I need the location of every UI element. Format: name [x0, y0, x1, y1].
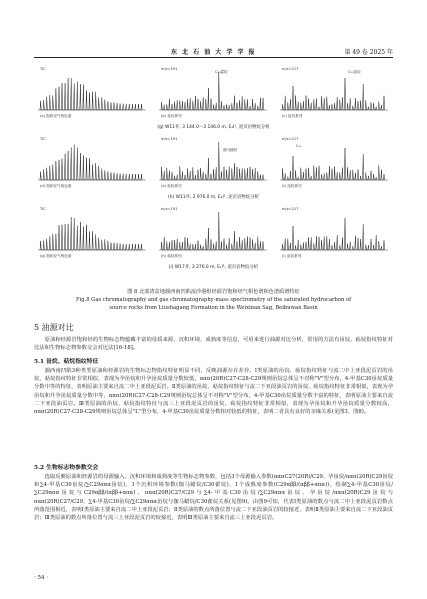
m191-label: m/z=191	[161, 207, 178, 211]
tic-label: TIC	[40, 137, 46, 141]
subsection-5-2-text: 选取反映原油和烃源岩的母源输入、沉积环境和成熟度等生物标志物参数，包括3个母源输入参数(αααC27(20R)/C29、孕甾烷/ααα(20R)C29甾烷和∑4-甲基C30甾烷/∑C29ααα甾烷)、1个沉积环境参数(伽马蜡烷/C30藿烷)、1个成熟度参数(C29αββ/(αββ+ααα))，绘制∑4-甲基C30甾烷/∑C29ααα甾烷与C29αββ/(αββ+ααα)、ααα(20R)C27/C29与∑4-甲基C30甾烷/∑C29ααα甾烷、孕甾烷/ααα(20R)C29甾烷与ααα(20R)C27/C29、∑4-甲基C30甾烷/∑C29ααα甾烷与伽马蜡烷/C30藿烷关系(见图9)。由图9可知，代表Ⅰ类原油的数点与流二中上亚段泥页岩数点所落范围相近，表明Ⅰ类原油主要来自流二中上亚段泥页岩；Ⅱ类原油的数点所落位置与流二下亚段油页岩的较接近，表明Ⅱ类原油主要来自流二下亚段油页岩；Ⅲ类原油的数点所落位置与流三上亚段泥页岩的较接近，表明Ⅲ类原油主要来自流三上亚段泥页岩。	[34, 474, 393, 522]
peak-gam-label: 伽马蜡烷	[223, 148, 238, 152]
m217-label: m/z=217	[282, 137, 299, 141]
volume-year: 第 49 卷 2025 年	[344, 49, 393, 56]
section-5-intro: 原油和烃源岩饱和烃的生物标志物蕴藏丰富的母质来源、沉积环境、成熟度等信息，可用来进行油源对比分析，常用的方法有甾烷、萜烷指纹特征对比法和生物标志物参数交会对比法[16-18]。	[34, 337, 393, 352]
row1-caption: (g) W11井, 3 144.0～3 146.0 m, E₁l¹, 泥页岩物烷分析	[157, 125, 270, 130]
subsection-5-2-title: 5.2 生物标志物参数交会	[34, 465, 99, 471]
panel-f	[276, 134, 392, 194]
panel-f-label: (f) 甾烷系列	[282, 184, 302, 188]
peak-c29-label: C₂₉甾烷	[348, 70, 361, 74]
journal-title: 东 北 石 油 大 学 学 报	[170, 49, 257, 56]
subsection-5-1-text: 涠西南凹陷3种类型原油和烃源岩的生物标志物指纹特征明显不同，反映油源存在差异。Ⅰ类原油的甾烷、萜烷指纹特征与流二中上亚段泥页岩的甾烷、萜烷指纹特征非常相似，表现为孕甾烷和升孕甾烷质量分数较低，ααα(20R)C27-C28-C29规则甾烷总体呈不对称"V"型分布，4-甲基C30甾烷质量分数中等的特征，表明原油主要来自流二中上亚段泥页岩。Ⅱ类原油的甾烷、萜烷指纹特征与流二下亚段油页岩的甾烷、萜烷指纹特征非常相似，表现为孕甾烷和升孕甾烷质量分数中等，ααα(20R)C27-C28-C29规则甾烷总体呈不对称"V"型分布，4-甲基C30甾烷质量分数丰富的特征，表明原油主要来自流二下亚段油页岩。Ⅲ类原油的甾烷、萜烷指纹特征与流三上亚段泥页岩的甾烷、萜烷指纹特征非常相似，表现为孕甾烷和升孕甾烷质量分数较高，ααα(20R)C27-C28-C29规则甾烷总体呈"L"型分布，4-甲基C30甾烷质量分数相对较低的特征，表明二者具有良好的亲缘关系(见图3、图8)。	[34, 368, 393, 416]
panel-g-label: (g) 饱和烃气相色谱	[40, 254, 72, 258]
row2-caption: (h) W11井, 2 976.0 m, E₁l¹, 泥页岩物烷分析	[168, 195, 259, 200]
page-number: · 54 ·	[34, 575, 48, 581]
panel-b-label: (b) 萜烷系列	[161, 114, 182, 118]
tic-label: TIC	[40, 207, 46, 211]
figure-8	[34, 64, 393, 286]
panel-i-label: (i) 甾烷系列	[282, 254, 302, 258]
panel-a-label: (a) 饱和烃气相色谱	[40, 114, 72, 118]
panel-d	[34, 134, 150, 194]
panel-a	[34, 64, 150, 124]
panel-h-label: (h) 萜烷系列	[161, 254, 182, 258]
figure-caption-en-1: Fig.8 Gas chromatography and gas chromatography-mass spectrometry of the saturated hydrocarbon of	[76, 297, 351, 303]
peak-c21-label: C₂₁	[296, 144, 302, 148]
row3-caption: (i) W17井, 3 276.0 m, E₁l¹, 泥页岩物烷分析	[168, 265, 259, 270]
panel-i	[276, 204, 392, 264]
figure-caption-en-2: source rocks from Liushagang Formation in the Weixinan Sag, Beibuwan Basin	[109, 305, 318, 311]
panel-e-label: (e) 萜烷系列	[161, 184, 182, 188]
subsection-5-1-title: 5.1 甾烷、萜烷指纹特征	[34, 359, 99, 365]
peak-c30-label: C₃₀藿烷	[215, 70, 228, 74]
m217-label: m/z=217	[282, 207, 299, 211]
panel-c	[276, 64, 392, 124]
panel-b	[155, 64, 271, 124]
panel-e	[155, 134, 271, 194]
m191-label: m/z=191	[161, 137, 178, 141]
panel-g	[34, 204, 150, 264]
tic-label: TIC	[40, 67, 46, 71]
panel-h	[155, 204, 271, 264]
m217-label: m/z=217	[282, 67, 299, 71]
running-header	[34, 44, 393, 58]
panel-c-label: (c) 甾烷系列	[282, 114, 303, 118]
panel-d-label: (d) 饱和烃气相色谱	[40, 184, 72, 188]
m191-label: m/z=191	[161, 67, 178, 71]
section-5-title: 5 油源对比	[34, 323, 74, 332]
figure-caption-zh: 图 8 北部湾盆地涠西南凹陷流沙港组烃源岩饱和烃气相色谱和色谱质谱特征	[127, 289, 300, 295]
